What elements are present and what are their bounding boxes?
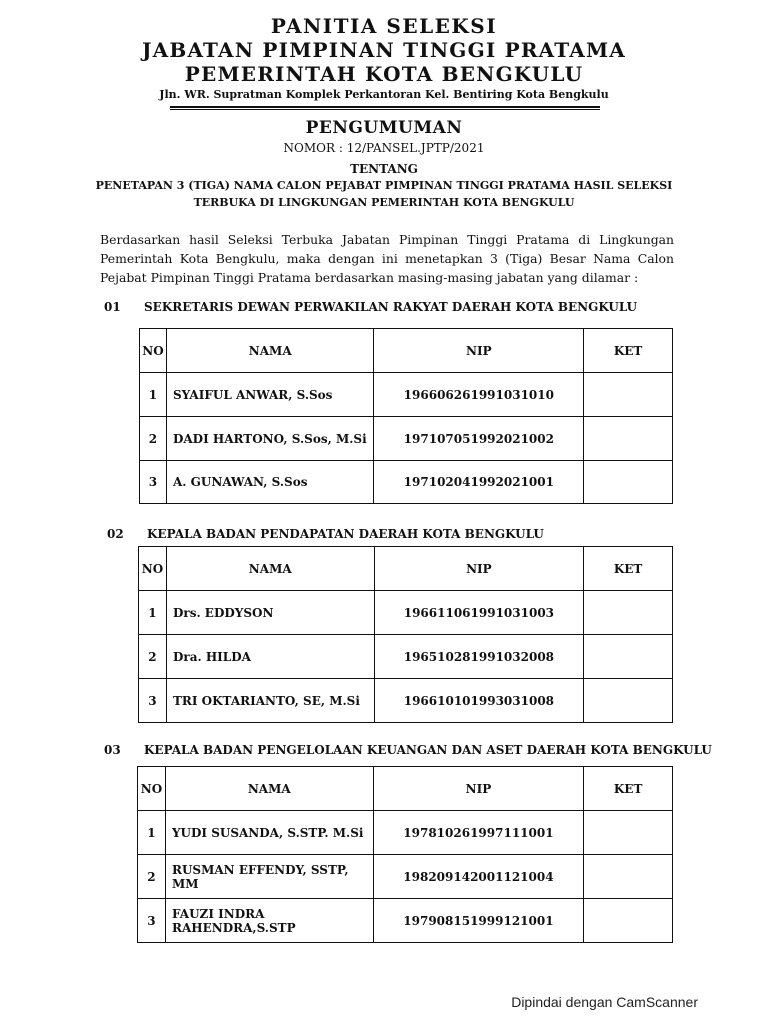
- cell-nip: 196606261991031010: [374, 373, 584, 417]
- cell-no: 1: [140, 373, 167, 417]
- column-header-ket: KET: [584, 767, 673, 811]
- section-number: 03: [104, 743, 121, 757]
- section-heading: KEPALA BADAN PENGELOLAAN KEUANGAN DAN ASET DAERAH KOTA BENGKULU: [144, 743, 712, 757]
- cell-ket: [584, 417, 673, 461]
- candidate-table-03: [137, 766, 673, 943]
- column-header-nip: NIP: [374, 329, 584, 373]
- cell-no: 2: [138, 855, 166, 899]
- announcement-subject-line1: PENETAPAN 3 (TIGA) NAMA CALON PEJABAT PIMPINAN TINGGI PRATAMA HASIL SELEKSI: [95, 179, 673, 192]
- table-row: [139, 591, 673, 635]
- cell-name: DADI HARTONO, S.Sos, M.Si: [166, 417, 373, 461]
- cell-name: Dra. HILDA: [166, 635, 374, 679]
- announcement-subject-line2: TERBUKA DI LINGKUNGAN PEMERINTAH KOTA BENGKULU: [193, 196, 575, 209]
- cell-name: TRI OKTARIANTO, SE, M.Si: [166, 679, 374, 723]
- table-row: [138, 855, 673, 899]
- cell-ket: [584, 461, 673, 504]
- section-heading: SEKRETARIS DEWAN PERWAKILAN RAKYAT DAERAH KOTA BENGKULU: [144, 300, 638, 314]
- cell-no: 1: [139, 591, 167, 635]
- table-row: [140, 373, 673, 417]
- cell-no: 3: [139, 679, 167, 723]
- column-header-no: NO: [140, 329, 167, 373]
- cell-ket: [584, 811, 673, 855]
- section-number: 02: [107, 527, 124, 541]
- section-heading: KEPALA BADAN PENDAPATAN DAERAH KOTA BENGKULU: [147, 527, 544, 541]
- scanner-watermark: Dipindai dengan CamScanner: [511, 994, 698, 1010]
- cell-no: 3: [140, 461, 167, 504]
- section-01-title: [104, 300, 637, 314]
- cell-ket: [584, 899, 673, 943]
- cell-ket: [584, 373, 673, 417]
- cell-ket: [584, 679, 673, 723]
- header-divider: [170, 106, 600, 108]
- candidate-table-01: [139, 328, 673, 504]
- announcement-body: Berdasarkan hasil Seleksi Terbuka Jabatan Pimpinan Tinggi Pratama di Lingkungan Pemerintah Kota Bengkulu, maka dengan ini menetapkan 3 (Tiga) Besar Nama Calon Pejabat Pimpinan Tinggi Pratama berdasarkan masing-masing jabatan yang dilamar :: [100, 232, 674, 285]
- cell-name-line2: RAHENDRA,S.STP: [171, 920, 296, 935]
- table-header-row: [140, 329, 673, 373]
- section-number: 01: [104, 300, 121, 314]
- cell-nip: 197908151999121001: [373, 899, 584, 943]
- column-header-no: NO: [139, 547, 167, 591]
- table-row: [140, 417, 673, 461]
- column-header-nip: NIP: [373, 767, 584, 811]
- table-header-row: [139, 547, 673, 591]
- column-header-name: NAMA: [166, 547, 374, 591]
- column-header-name: NAMA: [166, 329, 373, 373]
- cell-nip: 197102041992021001: [374, 461, 584, 504]
- cell-name: YUDI SUSANDA, S.STP. M.Si: [165, 811, 373, 855]
- cell-ket: [584, 591, 673, 635]
- cell-nip: 197107051992021002: [374, 417, 584, 461]
- column-header-nip: NIP: [374, 547, 584, 591]
- cell-no: 2: [139, 635, 167, 679]
- column-header-ket: KET: [584, 329, 673, 373]
- cell-nip: 196610101993031008: [374, 679, 584, 723]
- column-header-ket: KET: [584, 547, 673, 591]
- table-row: [140, 461, 673, 504]
- section-02-title: [107, 527, 544, 541]
- header-divider-thin: [170, 109, 600, 110]
- section-03-title: [104, 743, 712, 757]
- candidate-table-02: [138, 546, 673, 723]
- cell-name: A. GUNAWAN, S.Sos: [166, 461, 373, 504]
- cell-no: 3: [138, 899, 166, 943]
- cell-nip: 197810261997111001: [373, 811, 584, 855]
- announcement-number: NOMOR : 12/PANSEL.JPTP/2021: [283, 141, 485, 155]
- cell-name-line1: FAUZI INDRA: [171, 906, 265, 921]
- table-row: [139, 635, 673, 679]
- column-header-name: NAMA: [165, 767, 373, 811]
- cell-no: 1: [138, 811, 166, 855]
- table-row: [139, 679, 673, 723]
- cell-nip: 198209142001121004: [373, 855, 584, 899]
- table-row: [138, 899, 673, 943]
- column-header-no: NO: [138, 767, 166, 811]
- cell-name: RUSMAN EFFENDY, SSTP, MM: [165, 855, 373, 899]
- cell-ket: [584, 635, 673, 679]
- announcement-tentang: TENTANG: [350, 162, 418, 176]
- table-header-row: [138, 767, 673, 811]
- header-government: PEMERINTAH KOTA BENGKULU: [184, 62, 584, 86]
- cell-name: Drs. EDDYSON: [166, 591, 374, 635]
- cell-ket: [584, 855, 673, 899]
- header-address: Jln. WR. Supratman Komplek Perkantoran Kel. Bentiring Kota Bengkulu: [159, 88, 609, 101]
- cell-nip: 196611061991031003: [374, 591, 584, 635]
- cell-no: 2: [140, 417, 167, 461]
- cell-name: [165, 899, 373, 943]
- cell-name: SYAIFUL ANWAR, S.Sos: [166, 373, 373, 417]
- cell-nip: 196510281991032008: [374, 635, 584, 679]
- header-committee: PANITIA SELEKSI: [270, 14, 498, 38]
- announcement-title: PENGUMUMAN: [305, 118, 463, 138]
- table-row: [138, 811, 673, 855]
- header-position: JABATAN PIMPINAN TINGGI PRATAMA: [141, 38, 627, 62]
